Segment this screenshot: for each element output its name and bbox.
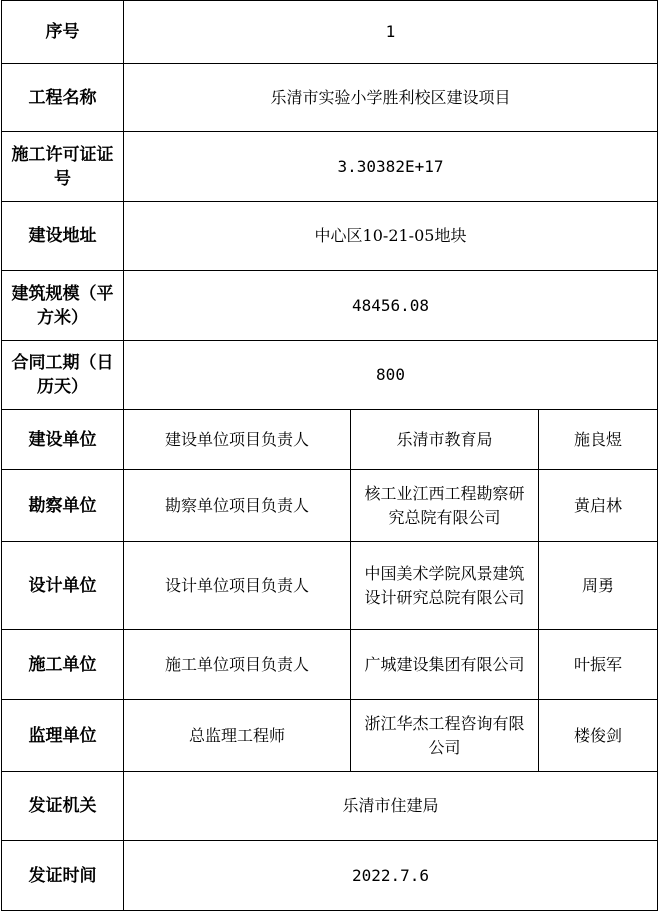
survey-label: 勘察单位 — [2, 470, 124, 542]
permit-info-table — [1, 0, 658, 911]
construction-role: 施工单位项目负责人 — [124, 630, 351, 700]
supervision-person: 楼俊剑 — [539, 700, 658, 772]
table-row — [2, 132, 658, 202]
table-row — [2, 202, 658, 271]
table-row — [2, 700, 658, 772]
design-label: 设计单位 — [2, 542, 124, 630]
address-value: 中心区10-21-05地块 — [124, 202, 658, 271]
serial-label: 序号 — [2, 1, 124, 64]
table-row — [2, 64, 658, 132]
issue-date-label: 发证时间 — [2, 841, 124, 911]
design-role: 设计单位项目负责人 — [124, 542, 351, 630]
construction-company: 广城建设集团有限公司 — [351, 630, 539, 700]
builder-person: 施良煜 — [539, 410, 658, 470]
survey-person: 黄启林 — [539, 470, 658, 542]
scale-label: 建筑规模（平方米） — [2, 271, 124, 341]
authority-value: 乐清市住建局 — [124, 772, 658, 841]
duration-label: 合同工期（日历天） — [2, 341, 124, 410]
design-company: 中国美术学院风景建筑设计研究总院有限公司 — [351, 542, 539, 630]
design-person: 周勇 — [539, 542, 658, 630]
permit-no-value: 3.30382E+17 — [124, 132, 658, 202]
construction-label: 施工单位 — [2, 630, 124, 700]
table-row — [2, 410, 658, 470]
survey-company: 核工业江西工程勘察研究总院有限公司 — [351, 470, 539, 542]
supervision-label: 监理单位 — [2, 700, 124, 772]
table-row — [2, 772, 658, 841]
table-row — [2, 341, 658, 410]
builder-company: 乐清市教育局 — [351, 410, 539, 470]
project-name-value: 乐清市实验小学胜利校区建设项目 — [124, 64, 658, 132]
authority-label: 发证机关 — [2, 772, 124, 841]
builder-role: 建设单位项目负责人 — [124, 410, 351, 470]
address-label: 建设地址 — [2, 202, 124, 271]
survey-role: 勘察单位项目负责人 — [124, 470, 351, 542]
table-row — [2, 841, 658, 911]
project-name-label: 工程名称 — [2, 64, 124, 132]
scale-value: 48456.08 — [124, 271, 658, 341]
serial-value: 1 — [124, 1, 658, 64]
construction-person: 叶振军 — [539, 630, 658, 700]
supervision-role: 总监理工程师 — [124, 700, 351, 772]
table-row — [2, 542, 658, 630]
table-row — [2, 271, 658, 341]
table-row — [2, 470, 658, 542]
permit-no-label: 施工许可证证号 — [2, 132, 124, 202]
supervision-company: 浙江华杰工程咨询有限公司 — [351, 700, 539, 772]
duration-value: 800 — [124, 341, 658, 410]
table-row — [2, 630, 658, 700]
builder-label: 建设单位 — [2, 410, 124, 470]
issue-date-value: 2022.7.6 — [124, 841, 658, 911]
table-row — [2, 1, 658, 64]
